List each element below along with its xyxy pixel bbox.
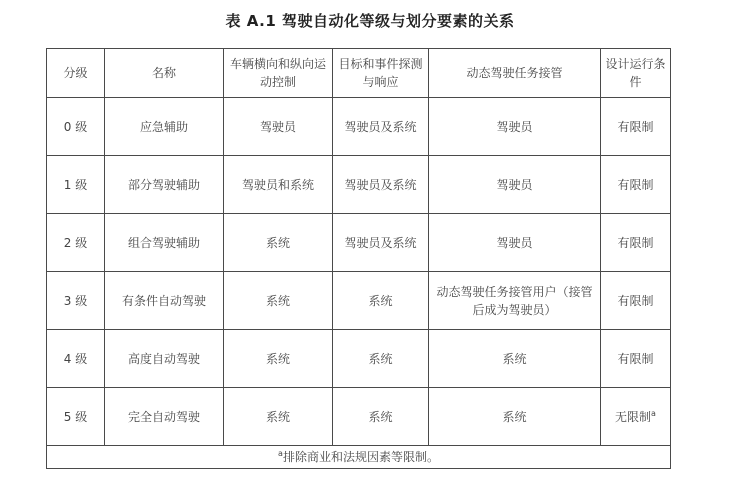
oedr-cell: 驾驶员及系统 — [333, 98, 429, 156]
oedr-cell: 系统 — [333, 388, 429, 446]
odd-cell — [601, 272, 671, 330]
odd-cell — [601, 214, 671, 272]
fallback-cell: 系统 — [429, 388, 601, 446]
fallback-cell: 系统 — [429, 330, 601, 388]
table-row — [47, 156, 671, 214]
header-row — [47, 49, 671, 98]
table-row — [47, 214, 671, 272]
header-oedr: 目标和事件探测与响应 — [333, 49, 429, 98]
control-cell: 系统 — [224, 388, 333, 446]
table-row — [47, 388, 671, 446]
level-cell: 3 级 — [47, 272, 105, 330]
odd-text: 无限制 — [615, 409, 652, 424]
odd-cell — [601, 156, 671, 214]
control-cell: 系统 — [224, 330, 333, 388]
name-cell: 有条件自动驾驶 — [105, 272, 224, 330]
name-cell: 应急辅助 — [105, 98, 224, 156]
odd-text: 有限制 — [617, 177, 654, 192]
oedr-cell: 驾驶员及系统 — [333, 156, 429, 214]
odd-footnote-marker: a — [651, 408, 656, 418]
footnote-row — [47, 446, 671, 469]
header-level: 分级 — [47, 49, 105, 98]
table-title: 表 A.1 驾驶自动化等级与划分要素的关系 — [225, 12, 515, 30]
odd-cell — [601, 388, 671, 446]
odd-cell — [601, 330, 671, 388]
header-odd: 设计运行条件 — [601, 49, 671, 98]
header-control: 车辆横向和纵向运动控制 — [224, 49, 333, 98]
footnote-text: 排除商业和法规因素等限制。 — [282, 450, 439, 464]
oedr-cell: 系统 — [333, 272, 429, 330]
footnote-cell — [47, 446, 671, 469]
fallback-cell: 驾驶员 — [429, 98, 601, 156]
control-cell: 驾驶员 — [224, 98, 333, 156]
level-cell: 0 级 — [47, 98, 105, 156]
table-row — [47, 98, 671, 156]
control-cell: 系统 — [224, 272, 333, 330]
name-cell: 完全自动驾驶 — [105, 388, 224, 446]
level-cell: 2 级 — [47, 214, 105, 272]
automation-levels-table — [46, 48, 671, 469]
header-name: 名称 — [105, 49, 224, 98]
table-row — [47, 330, 671, 388]
level-cell: 1 级 — [47, 156, 105, 214]
table-row — [47, 272, 671, 330]
footnote-marker: a — [278, 449, 283, 458]
odd-cell — [601, 98, 671, 156]
level-cell: 4 级 — [47, 330, 105, 388]
odd-text: 有限制 — [617, 351, 654, 366]
name-cell: 组合驾驶辅助 — [105, 214, 224, 272]
fallback-cell: 动态驾驶任务接管用户（接管后成为驾驶员） — [429, 272, 601, 330]
level-cell: 5 级 — [47, 388, 105, 446]
fallback-cell: 驾驶员 — [429, 156, 601, 214]
odd-text: 有限制 — [617, 293, 654, 308]
header-fallback: 动态驾驶任务接管 — [429, 49, 601, 98]
odd-text: 有限制 — [617, 235, 654, 250]
fallback-cell: 驾驶员 — [429, 214, 601, 272]
name-cell: 部分驾驶辅助 — [105, 156, 224, 214]
oedr-cell: 驾驶员及系统 — [333, 214, 429, 272]
odd-text: 有限制 — [617, 119, 654, 134]
name-cell: 高度自动驾驶 — [105, 330, 224, 388]
control-cell: 驾驶员和系统 — [224, 156, 333, 214]
control-cell: 系统 — [224, 214, 333, 272]
oedr-cell: 系统 — [333, 330, 429, 388]
